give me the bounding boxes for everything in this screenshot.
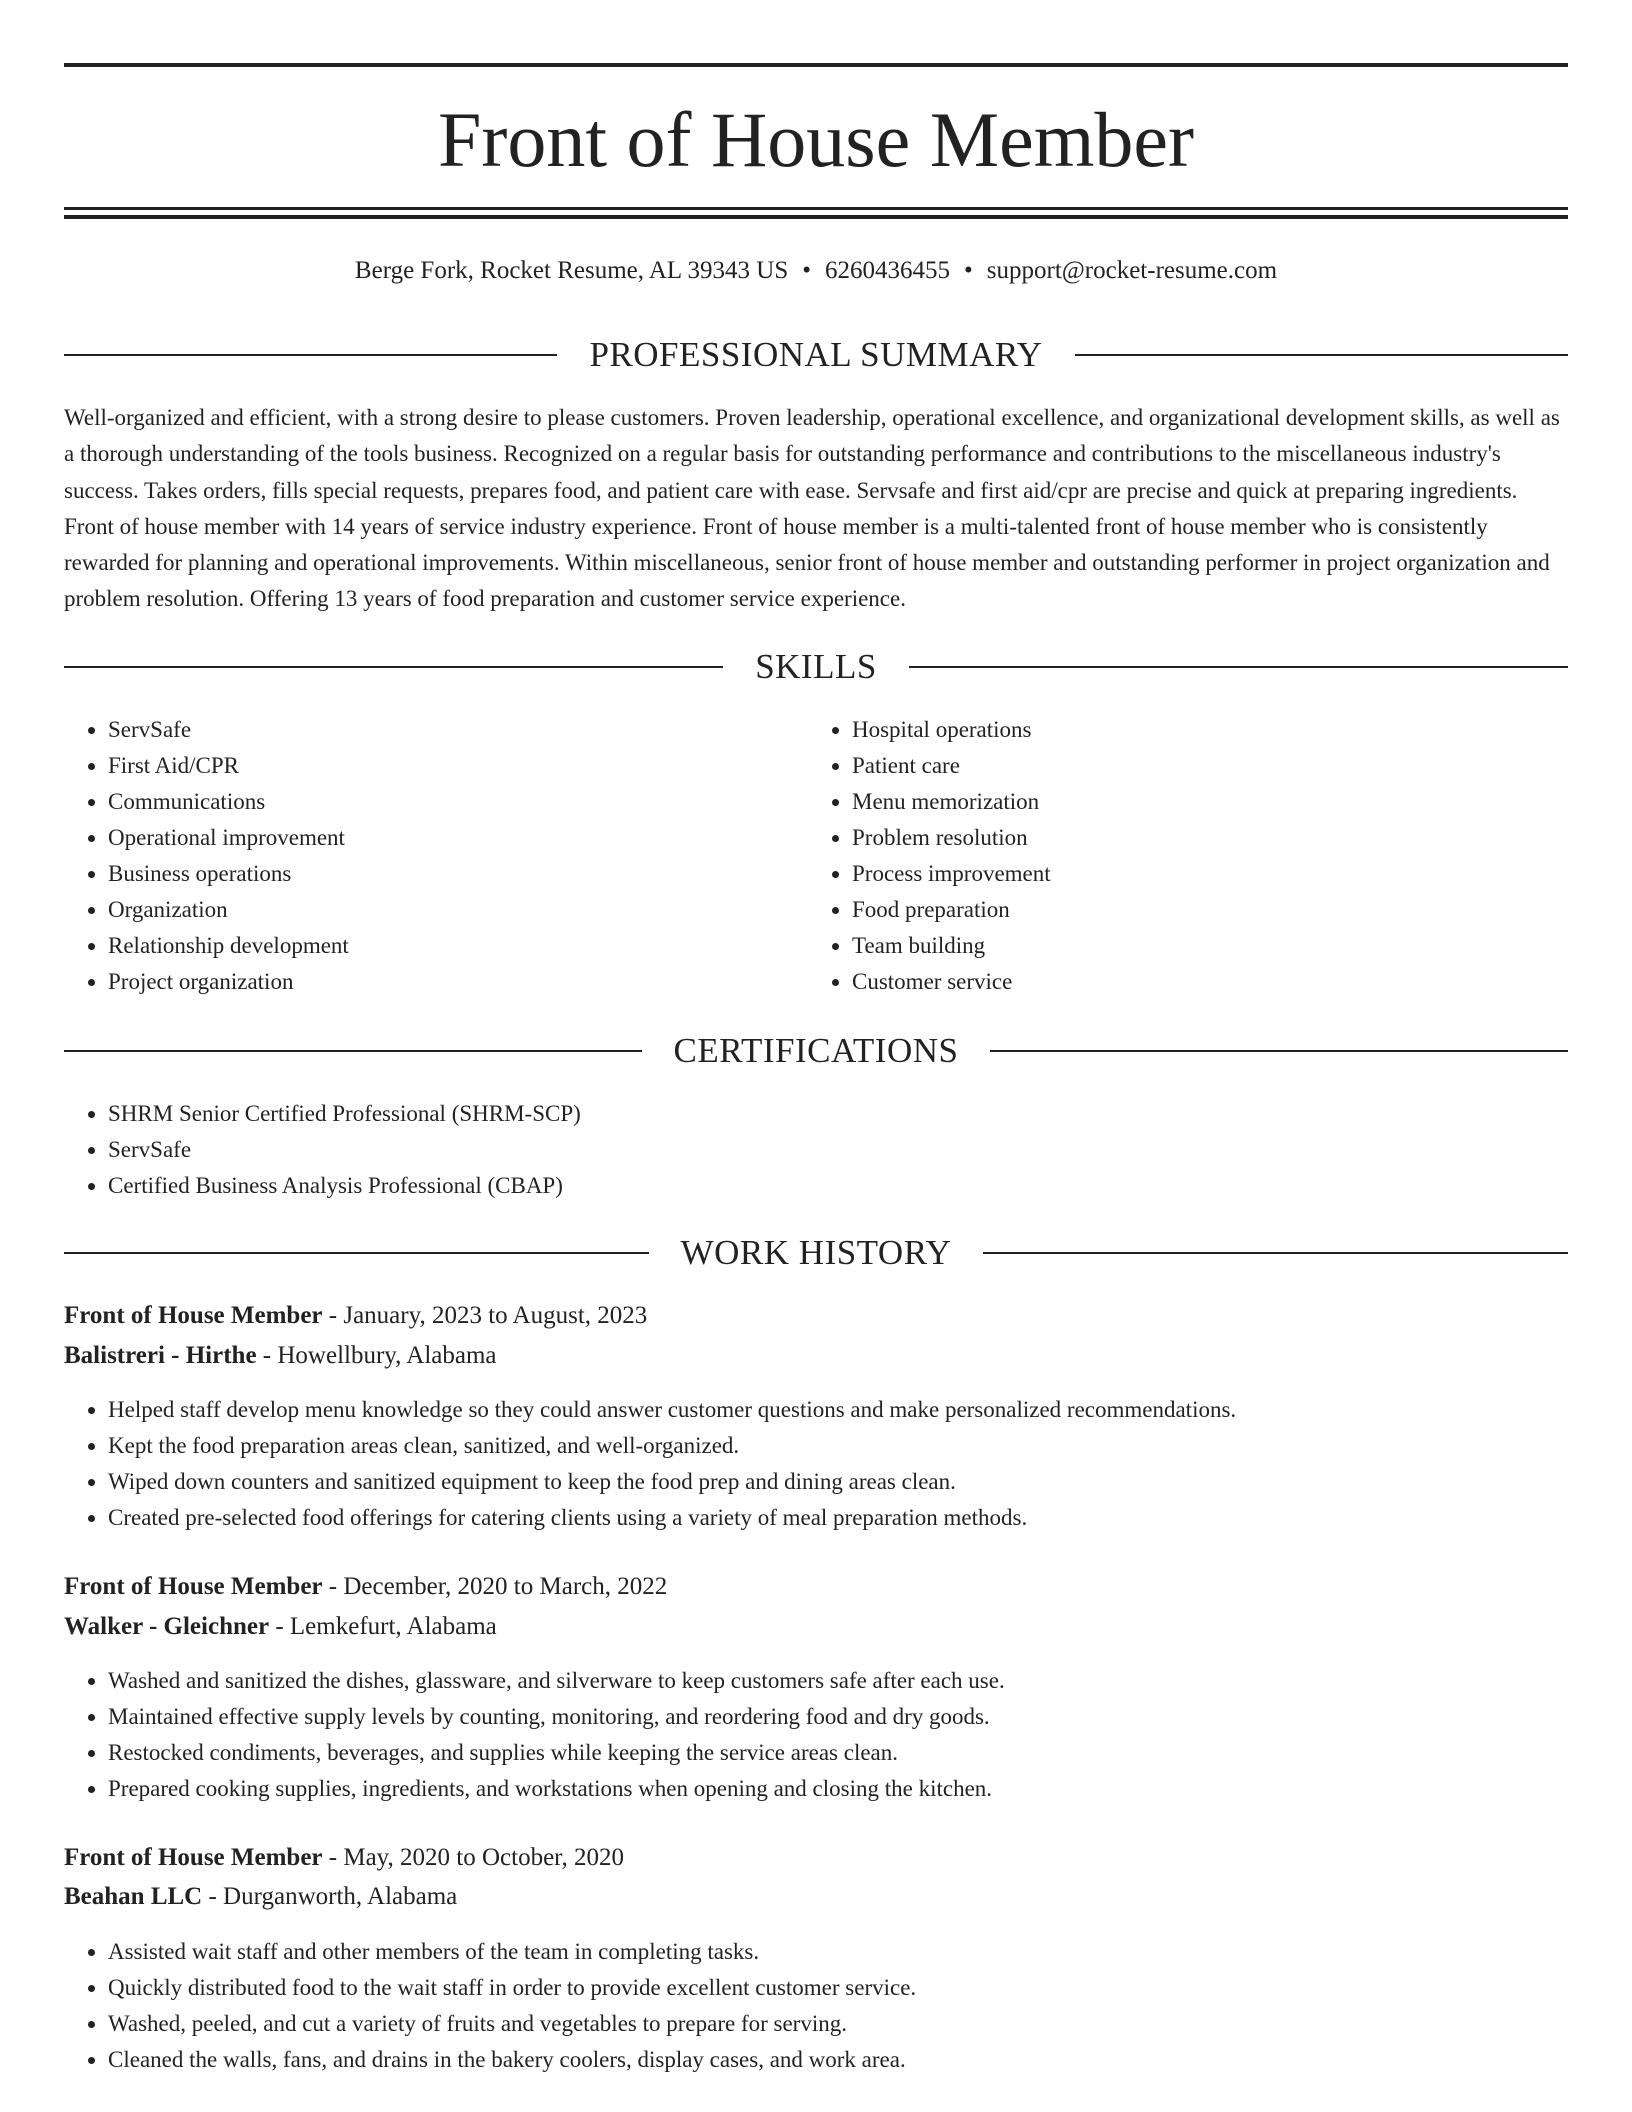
skill-item: • Business operations [108, 856, 788, 892]
skill-item: • Menu memorization [852, 784, 1552, 820]
job-bullet: • Assisted wait staff and other members of the team in completing tasks. [108, 1934, 1548, 1970]
job-title-line [64, 1296, 1568, 1336]
job-bullet: • Washed, peeled, and cut a variety of fruits and vegetables to prepare for serving. [108, 2006, 1548, 2042]
summary-text: Well-organized and efficient, with a strong desire to please customers. Proven leadership, operational excellence, and organizational development skills, as well as a thorough understanding of the tools business. Recognized on a regular basis for outstanding performance and contributions to the miscellaneous industry's success. Takes orders, fills special requests, prepares food, and patient care with ease. Servsafe and first aid/cpr are precise and quick at preparing ingredients. Front of house member with 14 years of service industry experience. Front of house member is a multi-talented front of house member who is consistently rewarded for planning and operational improvements. Within miscellaneous, senior front of house member and outstanding performer in project organization and problem resolution. Offering 13 years of food preparation and customer service experience. [64, 405, 1560, 612]
heading-rule-left [64, 1050, 642, 1052]
job-bullets [64, 1663, 1548, 1807]
skill-item: • First Aid/CPR [108, 748, 788, 784]
job-title: Front of House Member [64, 1302, 323, 1329]
skills-heading-label: SKILLS [755, 647, 877, 686]
job-company: Walker - Gleichner [64, 1613, 270, 1640]
contact-email: support@rocket-resume.com [986, 257, 1278, 284]
heading-rule-left [64, 1252, 649, 1254]
job-bullet: • Wiped down counters and sanitized equipment to keep the food prep and dining areas clean. [108, 1464, 1548, 1500]
work-history-heading [64, 1231, 1568, 1275]
job-company: Beahan LLC [64, 1883, 203, 1910]
top-rule [64, 63, 1568, 67]
skills-list-right [808, 712, 1552, 1000]
certification-item: • Certified Business Analysis Professional (CBAP) [108, 1168, 1508, 1204]
job-bullets [64, 1934, 1548, 2078]
title-rule-upper [64, 207, 1568, 210]
heading-rule-right [983, 1252, 1568, 1254]
job-bullet: • Maintained effective supply levels by counting, monitoring, and reordering food and dry goods. [108, 1699, 1548, 1735]
job-dates: - December, 2020 to March, 2022 [322, 1573, 668, 1600]
job-company-line [64, 1336, 1568, 1376]
heading-rule-right [909, 666, 1568, 668]
job-title-line [64, 1838, 1568, 1878]
job-bullet: • Created pre-selected food offerings for catering clients using a variety of meal preparation methods. [108, 1500, 1548, 1536]
job-title: Front of House Member [64, 1573, 323, 1600]
job-bullet: • Quickly distributed food to the wait staff in order to provide excellent customer service. [108, 1970, 1548, 2006]
contact-address: Berge Fork, Rocket Resume, AL 39343 US [354, 257, 789, 284]
work-history-heading-label: WORK HISTORY [680, 1233, 952, 1272]
job-dates: - January, 2023 to August, 2023 [322, 1302, 648, 1329]
certifications-heading-label: CERTIFICATIONS [673, 1031, 959, 1070]
skill-item: • Problem resolution [852, 820, 1552, 856]
certifications-list [64, 1096, 1508, 1204]
skill-item: • Communications [108, 784, 788, 820]
skills-heading [64, 645, 1568, 689]
heading-rule-right [1075, 354, 1568, 356]
skill-item: • Process improvement [852, 856, 1552, 892]
certification-item: • ServSafe [108, 1132, 1508, 1168]
job-bullet: • Washed and sanitized the dishes, glassware, and silverware to keep customers safe after each use. [108, 1663, 1548, 1699]
job-location: - Lemkefurt, Alabama [269, 1613, 497, 1640]
contact-line [64, 254, 1568, 288]
contact-separator: • [802, 257, 811, 284]
job-title-line [64, 1567, 1568, 1607]
skill-item: • ServSafe [108, 712, 788, 748]
skill-item: • Operational improvement [108, 820, 788, 856]
summary-heading [64, 333, 1568, 377]
skill-item: • Food preparation [852, 892, 1552, 928]
job-title: Front of House Member [64, 1844, 323, 1871]
job-dates: - May, 2020 to October, 2020 [322, 1844, 625, 1871]
heading-rule-right [990, 1050, 1568, 1052]
skill-item: • Hospital operations [852, 712, 1552, 748]
skill-item: • Organization [108, 892, 788, 928]
resume-title: Front of House Member [437, 96, 1195, 183]
contact-phone: 6260436455 [825, 257, 950, 284]
certification-item: • SHRM Senior Certified Professional (SHRM-SCP) [108, 1096, 1508, 1132]
skill-item: • Team building [852, 928, 1552, 964]
job-company: Balistreri - Hirthe [64, 1342, 257, 1369]
job-company-line [64, 1877, 1568, 1917]
job-company-line [64, 1607, 1568, 1647]
job-location: - Durganworth, Alabama [202, 1883, 458, 1910]
job-location: - Howellbury, Alabama [256, 1342, 497, 1369]
title-rule-lower [64, 215, 1568, 219]
skill-item: • Patient care [852, 748, 1552, 784]
job-bullet: • Restocked condiments, beverages, and supplies while keeping the service areas clean. [108, 1735, 1548, 1771]
skill-item: • Customer service [852, 964, 1552, 1000]
job-bullets [64, 1392, 1548, 1536]
heading-rule-left [64, 354, 557, 356]
skill-item: • Relationship development [108, 928, 788, 964]
heading-rule-left [64, 666, 723, 668]
skill-item: • Project organization [108, 964, 788, 1000]
job-bullet: • Helped staff develop menu knowledge so they could answer customer questions and make personalized recommendations. [108, 1392, 1548, 1428]
certifications-heading [64, 1029, 1568, 1073]
skills-list-left [64, 712, 788, 1000]
job-bullet: • Kept the food preparation areas clean, sanitized, and well-organized. [108, 1428, 1548, 1464]
contact-separator: • [964, 257, 973, 284]
summary-heading-label: PROFESSIONAL SUMMARY [589, 335, 1043, 374]
job-bullet: • Prepared cooking supplies, ingredients, and workstations when opening and closing the kitchen. [108, 1771, 1548, 1807]
job-bullet: • Cleaned the walls, fans, and drains in the bakery coolers, display cases, and work area. [108, 2042, 1548, 2078]
